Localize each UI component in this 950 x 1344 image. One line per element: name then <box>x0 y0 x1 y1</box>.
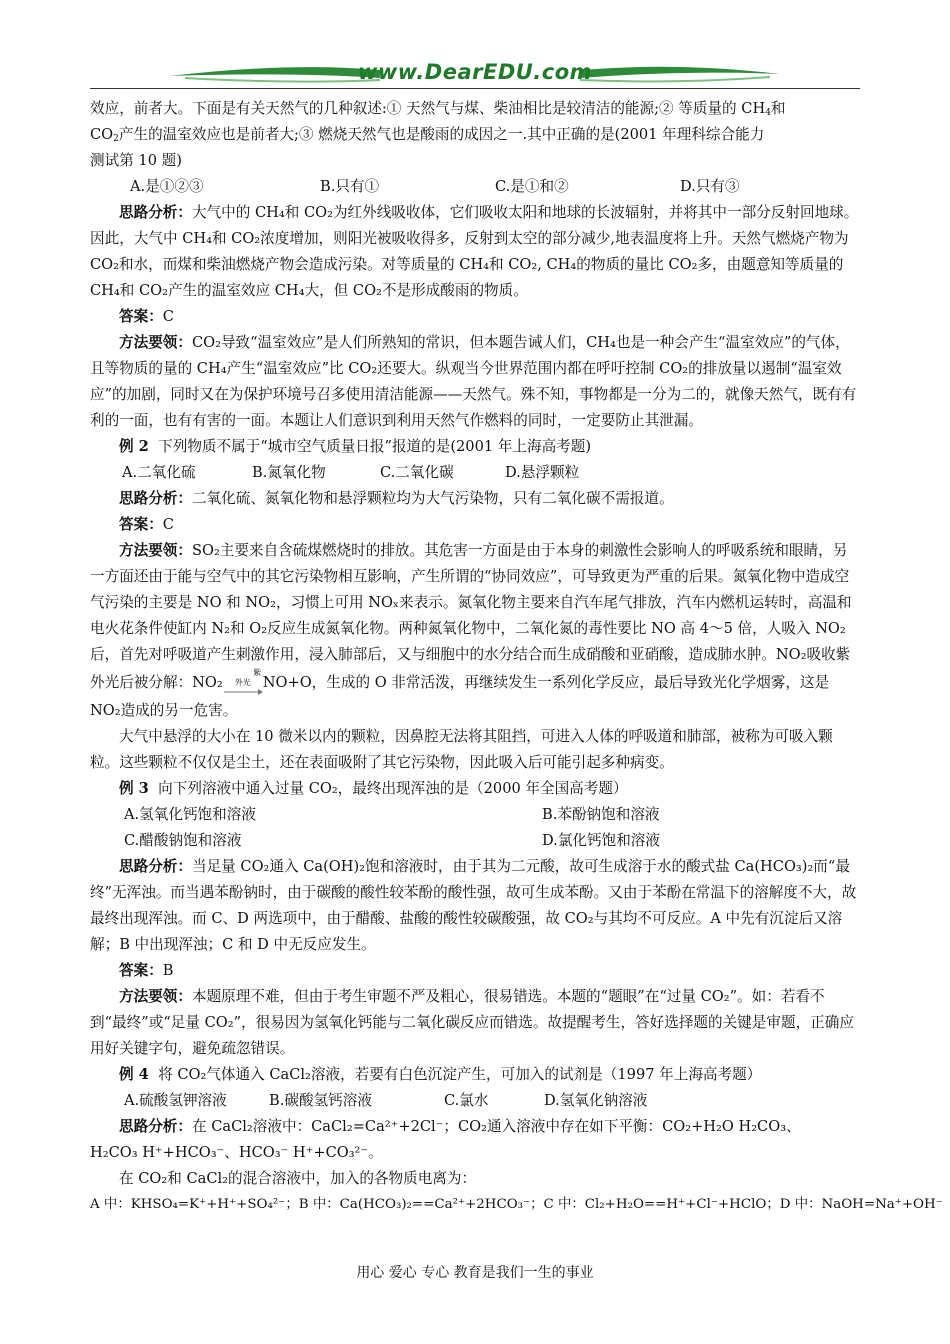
option-a: A.氢氧化钙饱和溶液 <box>124 806 256 823</box>
option-c: C.氯水 <box>444 1092 489 1109</box>
example-4-options <box>90 1088 860 1114</box>
example-4-equilibria: H₂CO₃ H⁺+HCO₃⁻、HCO₃⁻ H⁺+CO₃²⁻。 <box>90 1144 383 1161</box>
q1-method: 方法要领：CO₂导致“温室效应”是人们所熟知的常识，但本题告诫人们，CH₄也是一种会产生“温室效应”的气体，且等物质的量的 CH₄产生“温室效应”比 CO₂还要大。纵观当今世界范围内都在呼吁控制 CO₂的排放量以遏制“温室效应”的加剧，同时又在为保护环境号召多使用清洁能源——天然气。殊不知，事物都是一分为二的，就像天然气，既有有利的一面，也有有害的一面。本题让人们意识到利用天然气作燃料的同时，一定要防止其泄漏。 <box>90 334 857 429</box>
example-3-question: 例 3 向下列溶液中通入过量 CO₂，最终出现浑浊的是（2000 年全国高考题） <box>119 780 628 797</box>
example-4-analysis: 思路分析：在 CaCl₂溶液中：CaCl₂=Ca²⁺+2Cl⁻；CO₂通入溶液中存在如下平衡：CO₂+H₂O H₂CO₃、 <box>119 1118 801 1135</box>
option-b: B.氮氧化物 <box>252 464 326 481</box>
example-3-analysis: 思路分析：当足量 CO₂通入 Ca(OH)₂饱和溶液时，由于其为二元酸，故可生成溶于水的酸式盐 Ca(HCO₃)₂而“最终”无浑浊。而当遇苯酚钠时，由于碳酸的酸性较苯酚的酸性强，故可生成苯酚。又由于苯酚在常温下的溶解度不大，故最终出现浑浊。而 C、D 两选项中，由于醋酸、盐酸的酸性较碳酸强，故 CO₂与其均不可反应。A 中先有沉淀后又溶解；B 中出现浑浊；C 和 D 中无反应发生。 <box>90 858 857 953</box>
option-b: B.碳酸氢钙溶液 <box>269 1092 372 1109</box>
option-b: B.只有① <box>320 178 380 195</box>
example-4-ionization-line: A 中：KHSO₄=K⁺+H⁺+SO₄²⁻；B 中：Ca(HCO₃)₂==Ca²⁺+2HCO₃⁻；C 中：Cl₂+H₂O==H⁺+Cl⁻+HClO；D 中：NaOH=Na⁺+OH⁻ <box>90 1197 943 1212</box>
example-2-options <box>90 460 860 486</box>
intro-line-3: 测试第 10 题) <box>90 152 182 169</box>
q1-answer: 答案：C <box>119 308 174 325</box>
option-a: A.硫酸氢钾溶液 <box>124 1092 227 1109</box>
intro-line-1: 效应，前者大。下面是有关天然气的几种叙述:① 天然气与煤、柴油相比是较清洁的能源;② 等质量的 $CH_4$和 <box>90 100 786 118</box>
option-c: C.醋酸钠饱和溶液 <box>124 832 242 849</box>
example-2-analysis: 思路分析：二氧化硫、氮氧化物和悬浮颗粒均为大气污染物，只有二氧化碳不需报道。 <box>119 490 674 507</box>
example-2-answer: 答案：C <box>119 516 174 533</box>
option-c: C.是①和② <box>495 178 569 195</box>
option-d: D.悬浮颗粒 <box>505 464 580 481</box>
example-4-mixture-line: 在 CO₂和 CaCl₂的混合溶液中，加入的各物质电离为： <box>119 1170 477 1187</box>
option-b: B.苯酚钠饱和溶液 <box>542 806 660 823</box>
option-d: D.氯化钙饱和溶液 <box>542 832 660 849</box>
q1-analysis: 思路分析：大气中的 CH₄和 CO₂为红外线吸收体，它们吸收太阳和地球的长波辐射，并将其中一部分反射回地球。因此，大气中 CH₄和 CO₂浓度增加，则阳光被吸收得多，反射到太空的部分减少,地表温度将上升。天然气燃烧产物为 CO₂和水，而煤和柴油燃烧产物会造成污染。对等质量的 CH₄和 CO₂, CH₄的物质的量比 CO₂多，由题意知等质量的 CH₄和 CO₂产生的温室效应 CH₄大，但 CO₂不是形成酸雨的物质。 <box>90 204 859 299</box>
arrow-icon <box>223 689 263 695</box>
option-d: D.只有③ <box>680 178 740 195</box>
option-a: A.二氧化硫 <box>122 464 196 481</box>
header-rule <box>90 88 860 89</box>
page-footer: 用心 爱心 专心 教育是我们一生的事业 <box>356 1265 594 1281</box>
option-c: C.二氧化碳 <box>380 464 454 481</box>
option-a: A.是①②③ <box>130 178 204 195</box>
example-3-answer: 答案：B <box>119 962 174 979</box>
site-header <box>90 58 860 90</box>
example-3-method: 方法要领：本题原理不难，但由于考生审题不严及粗心，很易错选。本题的“题眼”在“过量 CO₂”。如：若看不到“最终”或“足量 CO₂”，很易因为氢氧化钙能与二氧化碳反应而错选。故提醒考生，答好选择题的关键是审题，正确应用好关键字句，避免疏忽错误。 <box>90 988 854 1057</box>
example-3-options-row-1 <box>90 802 860 828</box>
intro-line-2: $CO_2$产生的温室效应也是前者大;③ 燃烧天然气也是酸雨的成因之一.其中正确的是(2001 年理科综合能力 <box>90 126 765 144</box>
document-body <box>90 96 943 1218</box>
example-4-question: 例 4 将 CO₂气体通入 CaCl₂溶液，若要有白色沉淀产生，可加入的试剂是（1997 年上海高考题） <box>119 1066 762 1083</box>
example-2-method: 方法要领：SO₂主要来自含硫煤燃烧时的排放。其危害一方面是由于本身的刺激性会影响人的呼吸系统和眼睛，另一方面还由于能与空气中的其它污染物相互影响，产生所谓的“协同效应”，可导致更为严重的后果。氮氧化物中造成空气污染的主要是 NO 和 NO₂，习惯上可用 NOₓ来表示。氮氧化物主要来自汽车尾气排放，汽车内燃机运转时，高温和电火花条件使缸内 N₂和 O₂反应生成氮氧化物。两种氮氧化物中，二氧化氮的毒性要比 NO 高 4～5 倍，人吸入 NO₂后，首先对呼吸道产生刺激作用，浸入肺部后，又与细胞中的水分结合而生成硝酸和亚硝酸，造成肺水肿。NO₂吸收紫外光后被分解：NO₂紫外光 NO+O，生成的 O 非常活泼，再继续发生一系列化学反应，最后导致光化学烟雾，这是 NO₂造成的另一危害。 <box>90 542 852 719</box>
option-d: D.氢氧化钠溶液 <box>544 1092 648 1109</box>
example-2-question: 例 2 下列物质不属于“城市空气质量日报”报道的是(2001 年上海高考题) <box>119 438 592 455</box>
example-3-options-row-2 <box>90 828 860 854</box>
reaction-arrow: 紫外光 <box>223 668 263 698</box>
intro-options <box>90 174 860 200</box>
example-2-para2: 大气中悬浮的大小在 10 微米以内的颗粒，因鼻腔无法将其阻挡，可进入人体的呼吸道和肺部，被称为可吸入颗粒。这些颗粒不仅仅是尘土，还在表面吸附了其它污染物，因此吸入后可能引起多种病变。 <box>90 728 833 771</box>
site-logo-text[interactable]: www.DearEDU.com <box>357 60 593 84</box>
